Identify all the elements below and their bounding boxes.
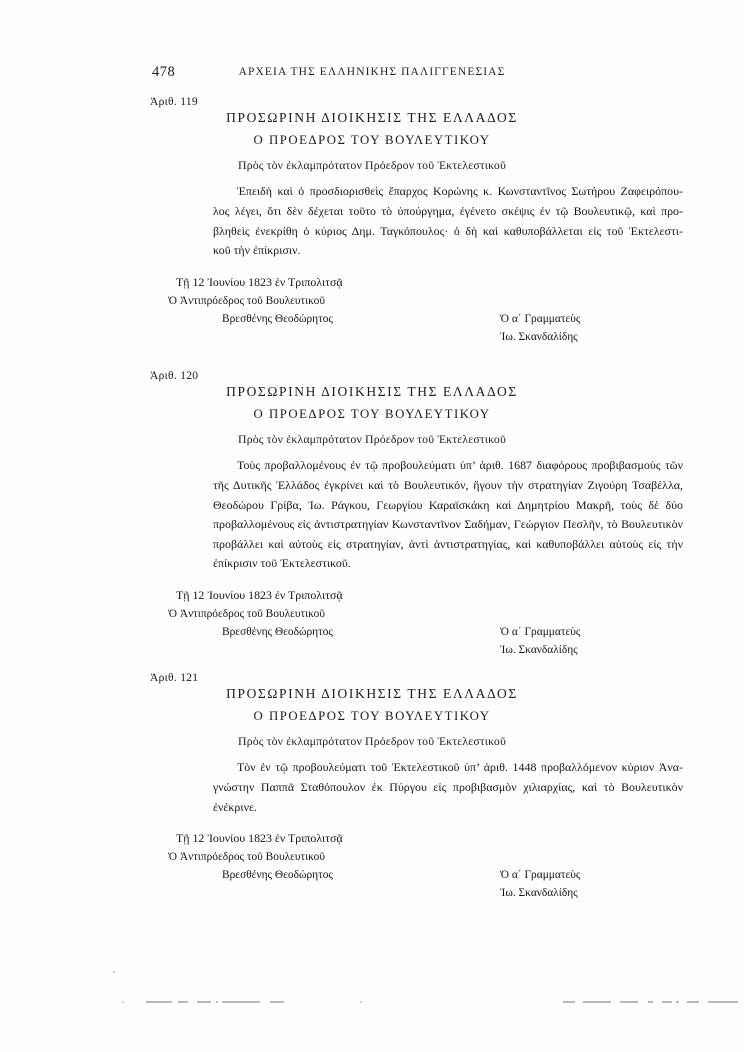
scan-speck xyxy=(122,1001,124,1003)
secretary-role: Ὁ α΄ Γραμματεὺς xyxy=(500,869,581,882)
document-headings xyxy=(0,370,744,452)
body-line: κοῦ τὴν ἐπίκρισιν. xyxy=(213,243,301,258)
scan-mark xyxy=(583,1001,611,1003)
scan-mark xyxy=(620,1001,638,1003)
body-line: βληθεὶς ἐνεκρίθη ὁ κύριος Δημ. Ταγκόπουλος· ὁ δὴ καὶ καθυποβάλλεται εἰς τοῦ Ἐκτελεστι- xyxy=(213,223,683,238)
signature-block xyxy=(0,831,744,911)
addressee-line: Πρὸς τὸν ἐκλαμπρότατον Πρόεδρον τοῦ Ἐκτελεστικοῦ xyxy=(238,158,506,173)
body-line: τῆς Δυτικῆς Ἑλλάδος ἐγκρίνει καὶ τὸ Βουλευτικόν, ἤγουν τὴν στρατηγίαν Ζιγούρη Τσαβέλλα, xyxy=(213,477,683,492)
body-line: Θεοδώρου Γρίβα, Ἰω. Ράγκου, Γεωργίου Καραϊσκάκη καὶ Δημητρίου Μακρῆ, τοὺς δὲ δύο xyxy=(213,497,683,512)
body-line: ἐνέκρινε. xyxy=(213,799,258,814)
scan-mark xyxy=(216,1001,218,1003)
scan-mark xyxy=(270,1001,284,1003)
scan-mark xyxy=(178,1001,188,1003)
body-line: λος λέγει, ὅτι δὲν δέχεται τοῦτο τὸ ὑπούργημα, ἐγένετο σκέψις ἐν τῷ Βουλευτικῷ, καὶ προ- xyxy=(213,203,683,218)
body-line: ἐπίκρισιν τοῦ Ἐκτελεστικοῦ. xyxy=(213,556,351,571)
scan-mark xyxy=(687,1001,699,1003)
scan-mark xyxy=(563,1001,575,1003)
signature-date: Τῇ 12 Ἰουνίου 1823 ἐν Τριπολιτσᾷ xyxy=(176,587,343,602)
signature-name: Βρεσθένης Θεοδώρητος xyxy=(222,869,333,882)
heading-office: Ο ΠΡΟΕΔΡΟΣ ΤΟΥ ΒΟΥΛΕΥΤΙΚΟΥ xyxy=(253,406,491,421)
body-line: προβάλλει καὶ αὐτοὺς εἰς στρατηγίαν, ἀντὶ ἀντιστρατηγίας, καὶ καθυποβάλλει αὐτοὺς εἰς τὴν xyxy=(213,536,683,551)
scan-mark xyxy=(146,1001,172,1003)
scan-mark xyxy=(648,1001,653,1003)
body-line: προβαλλομένους εἰς ἀντιστρατηγίαν Κωνσταντῖνον Σαδήμαν, Γεώργιον Πεσλῆν, τὸ Βουλευτικὸν xyxy=(213,517,683,532)
document-entry-120 xyxy=(0,370,744,668)
scan-mark xyxy=(662,1001,672,1003)
signature-block xyxy=(0,588,744,668)
document-number-label: Ἀριθ. 119 xyxy=(150,96,198,108)
heading-authority: ΠΡΟΣΩΡΙΝΗ ΔΙΟΙΚΗΣΙΣ ΤΗΣ ΕΛΛΑΔΟΣ xyxy=(226,686,518,701)
running-title: ΑΡΧΕΙΑ ΤΗΣ ΕΛΛΗΝΙΚΗΣ ΠΑΛΙΓΓΕΝΕΣΙΑΣ xyxy=(238,66,506,78)
document-headings xyxy=(0,672,744,754)
scan-mark xyxy=(708,1001,738,1003)
body-line: γνώστην Παππᾶ Σταθόπουλον ἐκ Πύργου εἰς προβιβασμὸν χιλιαρχίας, καὶ τὸ Βουλευτικὸν xyxy=(213,779,683,794)
body-line: Ἐπειδὴ καὶ ὁ προσδιορισθεὶς ἔπαρχος Κορώνης κ. Κωνσταντῖνος Σωτήρου Ζαφειρόπου- xyxy=(237,184,683,199)
document-body xyxy=(61,452,683,574)
secretary-name: Ἰω. Σκανδαλίδης xyxy=(500,643,578,656)
scan-speck xyxy=(113,971,115,973)
addressee-line: Πρὸς τὸν ἐκλαμπρότατον Πρόεδρον τοῦ Ἐκτελεστικοῦ xyxy=(238,734,506,749)
heading-office: Ο ΠΡΟΕΔΡΟΣ ΤΟΥ ΒΟΥΛΕΥΤΙΚΟΥ xyxy=(253,708,491,723)
document-entry-121 xyxy=(0,672,744,911)
signature-name: Βρεσθένης Θεοδώρητος xyxy=(222,625,333,638)
signature-date: Τῇ 12 Ἰουνίου 1823 ἐν Τριπολιτσᾷ xyxy=(176,274,343,289)
body-line: Τοὺς προβαλλομένους ἐν τῷ προβουλεύματι ὑπ’ ἀριθ. 1687 διαφόρους προβιβασμοὺς τῶν xyxy=(237,458,683,473)
page-number: 478 xyxy=(152,64,176,80)
scan-mark xyxy=(222,1001,260,1003)
signature-role: Ὁ Ἀντιπρόεδρος τοῦ Βουλευτικοῦ xyxy=(168,851,325,864)
signature-date: Τῇ 12 Ἰουνίου 1823 ἐν Τριπολιτσᾷ xyxy=(176,831,343,846)
signature-block xyxy=(0,275,744,355)
secretary-role: Ὁ α΄ Γραμματεὺς xyxy=(500,312,581,325)
body-line: Τὸν ἐν τῷ προβουλεύματι τοῦ Ἐκτελεστικοῦ ὑπ’ ἀριθ. 1448 προβαλλόμενον κύριον Ἀνα- xyxy=(237,760,683,775)
secretary-name: Ἰω. Σκανδαλίδης xyxy=(500,330,578,343)
signature-role: Ὁ Ἀντιπρόεδρος τοῦ Βουλευτικοῦ xyxy=(168,294,325,307)
document-number-label: Ἀριθ. 121 xyxy=(150,672,199,684)
signature-name: Βρεσθένης Θεοδώρητος xyxy=(222,312,333,325)
document-entry-119 xyxy=(0,96,744,355)
heading-authority: ΠΡΟΣΩΡΙΝΗ ΔΙΟΙΚΗΣΙΣ ΤΗΣ ΕΛΛΑΔΟΣ xyxy=(226,384,518,399)
secretary-name: Ἰω. Σκανδαλίδης xyxy=(500,887,578,900)
running-head xyxy=(0,64,744,82)
scan-speck xyxy=(360,1001,362,1003)
heading-office: Ο ΠΡΟΕΔΡΟΣ ΤΟΥ ΒΟΥΛΕΥΤΙΚΟΥ xyxy=(253,132,491,147)
heading-authority: ΠΡΟΣΩΡΙΝΗ ΔΙΟΙΚΗΣΙΣ ΤΗΣ ΕΛΛΑΔΟΣ xyxy=(226,110,518,125)
scan-mark xyxy=(676,1001,679,1003)
scan-mark xyxy=(197,1001,211,1003)
document-body xyxy=(61,754,683,817)
secretary-role: Ὁ α΄ Γραμματεὺς xyxy=(500,625,581,638)
signature-role: Ὁ Ἀντιπρόεδρος τοῦ Βουλευτικοῦ xyxy=(168,607,325,620)
document-number-label: Ἀριθ. 120 xyxy=(150,370,199,382)
addressee-line: Πρὸς τὸν ἐκλαμπρότατον Πρόεδρον τοῦ Ἐκτελεστικοῦ xyxy=(238,432,506,447)
document-body xyxy=(61,178,683,260)
document-headings xyxy=(0,96,744,178)
